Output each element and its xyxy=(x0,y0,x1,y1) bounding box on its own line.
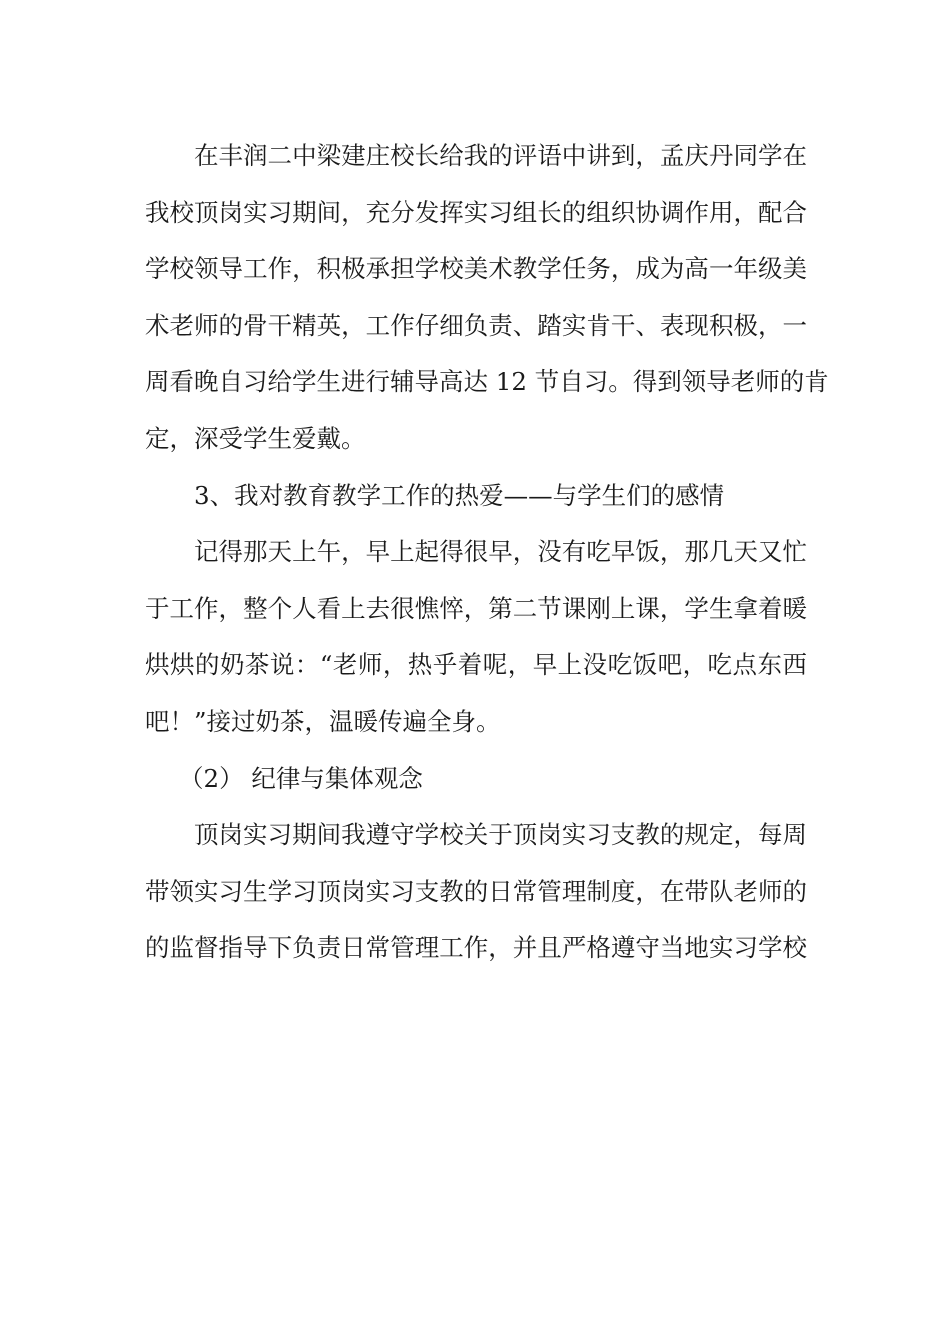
text-line: 在丰润二中梁建庄校长给我的评语中讲到，孟庆丹同学在 xyxy=(194,141,807,170)
text-line: 顶岗实习期间我遵守学校关于顶岗实习支教的规定，每周 xyxy=(194,820,807,850)
text-line: 吧！”接过奶茶，温暖传遍全身。 xyxy=(145,706,501,736)
section-heading-love-of-teaching xyxy=(145,468,807,525)
text-line: 学校领导工作，积极承担学校美术教学任务，成为高一年级美 xyxy=(145,254,807,284)
heading-line: 3、我对教育教学工作的热爱——与学生们的感情 xyxy=(194,480,725,510)
subheading-discipline xyxy=(145,751,807,808)
subheading-line: （2） 纪律与集体观念 xyxy=(179,763,423,793)
paragraph-milk-tea-story xyxy=(145,524,807,750)
document-body xyxy=(145,128,829,977)
text-line: 的监督指导下负责日常管理工作，并且严格遵守当地实习学校 xyxy=(145,933,807,963)
text-line: 周看晚自习给学生进行辅导高达 12 节自习。得到领导老师的肯 xyxy=(145,367,829,397)
text-line: 带领实习生学习顶岗实习支教的日常管理制度，在带队老师的 xyxy=(145,876,807,906)
text-line: 定，深受学生爱戴。 xyxy=(145,423,366,453)
text-line: 烘烘的奶茶说：“老师，热乎着呢，早上没吃饭吧，吃点东西 xyxy=(145,650,807,680)
paragraph-discipline-rules xyxy=(145,807,807,977)
text-line: 于工作，整个人看上去很憔悴，第二节课刚上课，学生拿着暖 xyxy=(145,593,807,623)
text-line: 术老师的骨干精英，工作仔细负责、踏实肯干、表现积极，一 xyxy=(145,310,807,340)
text-line: 记得那天上午，早上起得很早，没有吃早饭，那几天又忙 xyxy=(194,537,807,567)
text-line: 我校顶岗实习期间，充分发挥实习组长的组织协调作用，配合 xyxy=(145,197,807,227)
paragraph-principal-evaluation xyxy=(145,128,829,468)
